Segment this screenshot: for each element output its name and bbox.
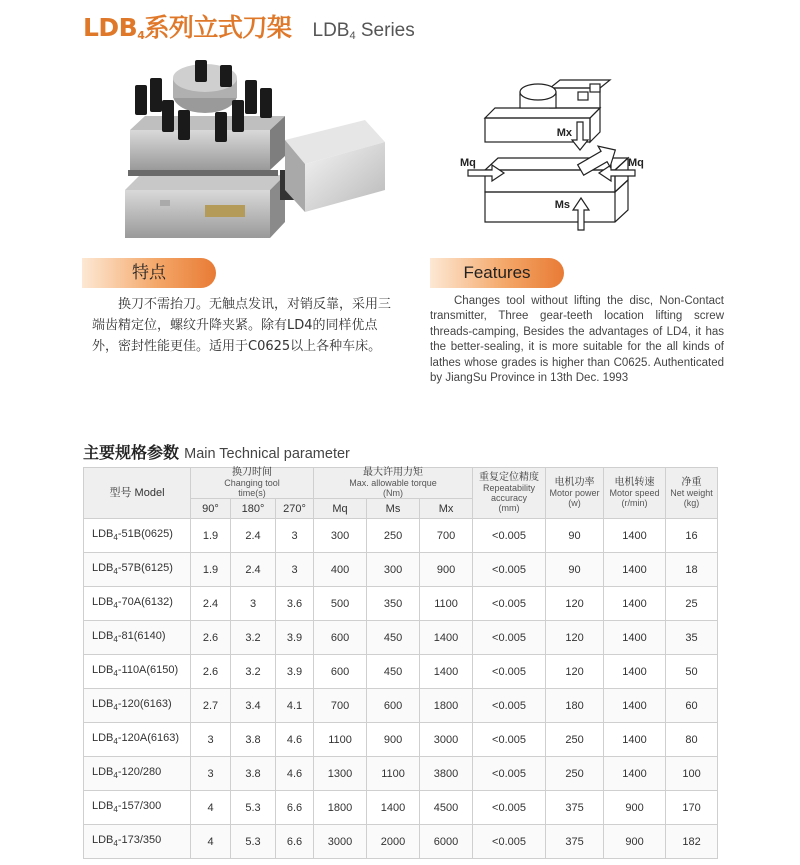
header-repeatability: 重复定位精度 Repeatability accuracy (mm) (473, 468, 546, 519)
cell-t270: 4.1 (276, 689, 314, 723)
cell-power: 90 (546, 519, 604, 553)
cell-model: $LDB_4-81(6140)$ (84, 621, 191, 655)
cell-mq: 600 (314, 621, 367, 655)
cell-ms: 2000 (367, 825, 420, 859)
cell-rep: <0.005 (473, 757, 546, 791)
cell-weight: 100 (666, 757, 718, 791)
header-motor-speed: 电机转速 Motor speed (r/min) (604, 468, 666, 519)
cell-rep: <0.005 (473, 723, 546, 757)
cell-speed: 1400 (604, 621, 666, 655)
cell-model: $LDB_4-110A(6150)$ (84, 655, 191, 689)
title-chinese: $LDB_4$系列立式刀架 (83, 13, 292, 42)
cell-t270: 4.6 (276, 757, 314, 791)
section-title (83, 440, 350, 463)
cell-speed: 1400 (604, 757, 666, 791)
cell-speed: 1400 (604, 587, 666, 621)
cell-t90: 4 (191, 791, 231, 825)
cell-t270: 6.6 (276, 825, 314, 859)
cell-weight: 25 (666, 587, 718, 621)
cell-t180: 3.2 (231, 655, 276, 689)
table-row (84, 621, 718, 655)
cell-ms: 600 (367, 689, 420, 723)
section-title-chinese: 主要规格参数 (83, 443, 180, 462)
cell-t270: 6.6 (276, 791, 314, 825)
cell-rep: <0.005 (473, 621, 546, 655)
cell-mx: 3000 (420, 723, 473, 757)
features-label-chinese: 特点 (82, 258, 216, 288)
cell-t90: 4 (191, 825, 231, 859)
spec-table (83, 467, 718, 859)
cell-t270: 3.9 (276, 655, 314, 689)
cell-speed: 900 (604, 825, 666, 859)
cell-power: 120 (546, 621, 604, 655)
cell-mx: 1400 (420, 621, 473, 655)
cell-mq: 400 (314, 553, 367, 587)
cell-t180: 3.2 (231, 621, 276, 655)
cell-weight: 182 (666, 825, 718, 859)
cell-model: $LDB_4-51B(0625)$ (84, 519, 191, 553)
cell-mq: 1300 (314, 757, 367, 791)
cell-speed: 900 (604, 791, 666, 825)
table-row (84, 689, 718, 723)
cell-t90: 1.9 (191, 519, 231, 553)
cell-ms: 1400 (367, 791, 420, 825)
cell-t180: 5.3 (231, 825, 276, 859)
cell-power: 180 (546, 689, 604, 723)
cell-power: 120 (546, 655, 604, 689)
cell-speed: 1400 (604, 723, 666, 757)
cell-rep: <0.005 (473, 519, 546, 553)
cell-ms: 300 (367, 553, 420, 587)
cell-mx: 3800 (420, 757, 473, 791)
features-text-chinese: 换刀不需抬刀。无触点发讯，对销反靠，采用三端齿精定位，螺纹升降夹紧。除有LD4的同样优点外，密封性能更佳。适用于C0625以上各种车床。 (92, 297, 392, 354)
force-diagram (460, 70, 650, 240)
label-mq-right: Mq (628, 157, 644, 169)
cell-t90: 2.6 (191, 621, 231, 655)
cell-t180: 2.4 (231, 519, 276, 553)
cell-ms: 900 (367, 723, 420, 757)
label-mx: Mx (556, 127, 572, 139)
cell-mq: 3000 (314, 825, 367, 859)
cell-model: $LDB_4-120/280$ (84, 757, 191, 791)
cell-weight: 60 (666, 689, 718, 723)
cell-power: 90 (546, 553, 604, 587)
product-photo (120, 50, 390, 250)
cell-rep: <0.005 (473, 791, 546, 825)
table-row (84, 825, 718, 859)
table-row (84, 723, 718, 757)
cell-mq: 600 (314, 655, 367, 689)
cell-t90: 2.7 (191, 689, 231, 723)
cell-speed: 1400 (604, 655, 666, 689)
header-torque: 最大许用力矩 Max. allowable torque (Nm) (314, 468, 473, 499)
header-mx: Mx (420, 499, 473, 519)
cell-power: 250 (546, 757, 604, 791)
cell-speed: 1400 (604, 689, 666, 723)
header-model: 型号 Model (84, 468, 191, 519)
cell-weight: 80 (666, 723, 718, 757)
cell-model: $LDB_4-70A(6132)$ (84, 587, 191, 621)
cell-t180: 3.8 (231, 723, 276, 757)
table-row (84, 553, 718, 587)
cell-mq: 700 (314, 689, 367, 723)
cell-power: 250 (546, 723, 604, 757)
cell-t180: 2.4 (231, 553, 276, 587)
table-row (84, 519, 718, 553)
cell-mq: 1800 (314, 791, 367, 825)
page-title (83, 8, 415, 44)
cell-t90: 1.9 (191, 553, 231, 587)
header-180: 180° (231, 499, 276, 519)
cell-model: $LDB_4-120(6163)$ (84, 689, 191, 723)
cell-weight: 18 (666, 553, 718, 587)
features-label-english: Features (430, 258, 564, 288)
header-net-weight: 净重 Net weight (kg) (666, 468, 718, 519)
table-row (84, 587, 718, 621)
cell-rep: <0.005 (473, 553, 546, 587)
cell-ms: 450 (367, 621, 420, 655)
cell-ms: 350 (367, 587, 420, 621)
cell-ms: 250 (367, 519, 420, 553)
cell-t270: 4.6 (276, 723, 314, 757)
table-row (84, 791, 718, 825)
header-motor-power: 电机功率 Motor power (w) (546, 468, 604, 519)
cell-ms: 450 (367, 655, 420, 689)
cell-mx: 6000 (420, 825, 473, 859)
features-text-english: Changes tool without lifting the disc, Non-Contact transmitter, Three gear-teeth location lifting screw threads-camping, Besides the advantages of LD4, it has the better-sealing, it is more suitable for the all kinds of lathes whose grades is higher than C0625. Authenticated by JiangSu Province in 13th Dec. 1993 (430, 295, 724, 385)
cell-t270: 3.6 (276, 587, 314, 621)
cell-t180: 3.8 (231, 757, 276, 791)
header-changing-time: 换刀时间 Changing tool time(s) (191, 468, 314, 499)
cell-t180: 5.3 (231, 791, 276, 825)
cell-model: $LDB_4-57B(6125)$ (84, 553, 191, 587)
cell-mx: 900 (420, 553, 473, 587)
cell-power: 375 (546, 825, 604, 859)
cell-rep: <0.005 (473, 825, 546, 859)
cell-power: 375 (546, 791, 604, 825)
cell-model: $LDB_4-120A(6163)$ (84, 723, 191, 757)
header-mq: Mq (314, 499, 367, 519)
cell-t180: 3 (231, 587, 276, 621)
cell-rep: <0.005 (473, 689, 546, 723)
cell-rep: <0.005 (473, 587, 546, 621)
cell-mx: 1400 (420, 655, 473, 689)
cell-ms: 1100 (367, 757, 420, 791)
header-90: 90° (191, 499, 231, 519)
cell-mq: 500 (314, 587, 367, 621)
table-row (84, 655, 718, 689)
cell-t180: 3.4 (231, 689, 276, 723)
cell-mq: 300 (314, 519, 367, 553)
section-title-english: Main Technical parameter (184, 446, 350, 462)
cell-weight: 16 (666, 519, 718, 553)
cell-mx: 1800 (420, 689, 473, 723)
cell-mx: 1100 (420, 587, 473, 621)
cell-weight: 50 (666, 655, 718, 689)
cell-model: $LDB_4-157/300$ (84, 791, 191, 825)
cell-mx: 700 (420, 519, 473, 553)
cell-t90: 2.4 (191, 587, 231, 621)
cell-t270: 3 (276, 553, 314, 587)
header-270: 270° (276, 499, 314, 519)
cell-speed: 1400 (604, 519, 666, 553)
cell-weight: 35 (666, 621, 718, 655)
header-ms: Ms (367, 499, 420, 519)
cell-power: 120 (546, 587, 604, 621)
cell-t270: 3.9 (276, 621, 314, 655)
table-row (84, 757, 718, 791)
title-english: $LDB_4$ Series (312, 20, 415, 42)
label-mq-left: Mq (460, 157, 476, 169)
cell-t90: 2.6 (191, 655, 231, 689)
cell-speed: 1400 (604, 553, 666, 587)
cell-rep: <0.005 (473, 655, 546, 689)
cell-mq: 1100 (314, 723, 367, 757)
cell-t270: 3 (276, 519, 314, 553)
cell-weight: 170 (666, 791, 718, 825)
cell-mx: 4500 (420, 791, 473, 825)
cell-model: $LDB_4-173/350$ (84, 825, 191, 859)
cell-t90: 3 (191, 723, 231, 757)
label-ms: Ms (554, 199, 570, 211)
cell-t90: 3 (191, 757, 231, 791)
